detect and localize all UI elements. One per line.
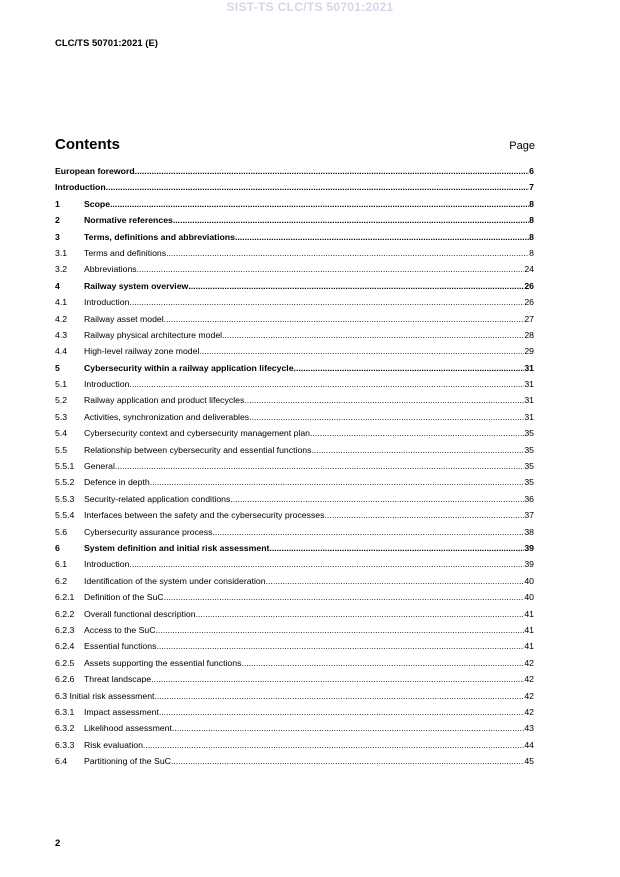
toc-entry-title: Identification of the system under consideration: [84, 575, 266, 586]
toc-entry-number: 6.2.4: [55, 641, 75, 652]
toc-entry-number: 5.2: [55, 395, 68, 406]
toc-leader-dots: [155, 625, 524, 635]
toc-entry[interactable]: [55, 691, 534, 707]
toc-entry-number: 3: [55, 231, 60, 242]
toc-leader-dots: [212, 527, 524, 537]
toc-entry-page: 42: [524, 674, 534, 685]
toc-entry-number: 5.5.4: [55, 510, 75, 521]
toc-entry-title: Overall functional description: [84, 608, 196, 619]
toc-entry-title: Likelihood assessment: [84, 723, 172, 734]
toc-entry-number: 5.5.3: [55, 493, 75, 504]
toc-entry-number: 4: [55, 280, 60, 291]
toc-entry[interactable]: [55, 314, 534, 330]
toc-entry-number: 5.3: [55, 411, 68, 422]
toc-entry[interactable]: [55, 199, 534, 215]
toc-leader-dots: [154, 691, 524, 701]
toc-leader-dots: [156, 641, 524, 651]
toc-entry-page: 35: [524, 477, 534, 488]
toc-leader-dots: [159, 707, 524, 717]
toc-entry[interactable]: [55, 379, 534, 395]
toc-entry-page: 35: [524, 444, 534, 455]
toc-entry-number: 5.4: [55, 428, 68, 439]
toc-entry[interactable]: [55, 264, 534, 280]
toc-entry-page: 41: [524, 624, 534, 635]
toc-entry-page: 42: [524, 657, 534, 668]
toc-leader-dots: [166, 248, 529, 258]
toc-entry[interactable]: [55, 395, 534, 411]
toc-entry-title: Definition of the SuC: [84, 592, 164, 603]
toc-entry-page: 28: [524, 329, 534, 340]
toc-entry-number: 6.4: [55, 756, 68, 767]
toc-entry-page: 41: [524, 608, 534, 619]
toc-entry-title: System definition and initial risk assessment: [84, 542, 270, 553]
toc-leader-dots: [235, 232, 529, 242]
toc-entry[interactable]: [55, 543, 534, 559]
toc-entry-number: 6.3.3: [55, 739, 75, 750]
toc-entry-title: Activities, synchronization and deliverables: [84, 411, 250, 422]
toc-leader-dots: [115, 461, 524, 471]
toc-entry-title: European foreword: [55, 166, 135, 176]
toc-entry[interactable]: [55, 609, 534, 625]
toc-entry-page: 8: [529, 198, 534, 209]
toc-leader-dots: [241, 658, 524, 668]
toc-entry[interactable]: [55, 461, 534, 477]
toc-entry-number: 5: [55, 362, 60, 373]
toc-entry-title: Risk evaluation: [84, 739, 143, 750]
toc-entry-title: Defence in depth: [84, 477, 150, 488]
toc-entry[interactable]: [55, 428, 534, 444]
toc-entry[interactable]: [55, 248, 534, 264]
toc-entry-page: 6: [529, 166, 534, 176]
toc-entry-page: 39: [524, 542, 534, 553]
toc-entry-number: 3.2: [55, 264, 68, 275]
toc-entry-page: 45: [524, 756, 534, 767]
toc-entry-page: 31: [524, 411, 534, 422]
toc-entry[interactable]: [55, 182, 534, 198]
toc-leader-dots: [164, 314, 525, 324]
toc-entry-page: 7: [529, 182, 534, 193]
toc-entry[interactable]: [55, 166, 534, 182]
toc-entry-title: Railway physical architecture model: [84, 329, 223, 340]
toc-leader-dots: [196, 609, 525, 619]
toc-entry-number: 6.1: [55, 559, 68, 570]
toc-entry-number: 5.5: [55, 444, 68, 455]
toc-entry-number: 1: [55, 198, 60, 209]
toc-entry-title: Terms, definitions and abbreviations: [84, 231, 235, 242]
toc-entry-number: 4.4: [55, 346, 68, 357]
toc-entry-page: 8: [529, 231, 534, 242]
toc-entry-number: 5.5.2: [55, 477, 75, 488]
toc-entry-title: Introduction: [84, 379, 130, 390]
toc-entry-title: Interfaces between the safety and the cybersecurity processes: [84, 510, 325, 521]
contents-header: [55, 136, 535, 153]
toc-leader-dots: [249, 412, 524, 422]
toc-entry-title: Abbreviations: [84, 264, 137, 275]
toc-leader-dots: [294, 363, 525, 373]
toc-entry-title: Scope: [84, 198, 111, 209]
toc-leader-dots: [164, 592, 525, 602]
toc-leader-dots: [310, 428, 524, 438]
toc-entry-page: 36: [524, 493, 534, 504]
toc-entry[interactable]: [55, 477, 534, 493]
toc-entry-page: 35: [524, 461, 534, 472]
toc-entry-title: Railway application and product lifecycles: [84, 395, 245, 406]
toc-entry-number: 4.3: [55, 329, 68, 340]
toc-entry[interactable]: [55, 559, 534, 575]
toc-entry-title: Partitioning of the SuC: [84, 756, 171, 767]
toc-entry-page: 26: [524, 297, 534, 308]
toc-leader-dots: [171, 756, 524, 766]
toc-entry[interactable]: [55, 740, 534, 756]
toc-entry[interactable]: [55, 658, 534, 674]
toc-leader-dots: [106, 182, 529, 192]
toc-entry[interactable]: [55, 412, 534, 428]
toc-leader-dots: [199, 346, 524, 356]
toc-entry-page: 42: [524, 690, 534, 701]
toc-entry-number: 5.1: [55, 379, 68, 390]
toc-leader-dots: [129, 559, 524, 569]
toc-leader-dots: [266, 576, 525, 586]
toc-entry[interactable]: [55, 756, 534, 772]
toc-entry-title: Normative references: [84, 215, 173, 226]
toc-entry-number: 6.3.2: [55, 723, 75, 734]
toc-entry[interactable]: [55, 494, 534, 510]
toc-entry-page: 31: [524, 379, 534, 390]
toc-entry[interactable]: [55, 215, 534, 231]
toc-entry[interactable]: [55, 445, 534, 461]
toc-leader-dots: [244, 395, 524, 405]
toc-leader-dots: [324, 510, 524, 520]
toc-entry[interactable]: [55, 281, 534, 297]
toc-entry[interactable]: [55, 297, 534, 313]
toc-entry-page: 37: [524, 510, 534, 521]
toc-entry-number: 6.3: [55, 690, 68, 701]
toc-entry-number: 6.2.2: [55, 608, 75, 619]
toc-leader-dots: [129, 379, 524, 389]
toc-leader-dots: [222, 330, 524, 340]
toc-entry-page: 40: [524, 575, 534, 586]
toc-entry-number: 4.2: [55, 313, 68, 324]
toc-entry-title: Introduction: [84, 297, 130, 308]
toc-entry-title: Impact assessment: [84, 706, 159, 717]
toc-entry-title: High-level railway zone model: [84, 346, 200, 357]
contents-title: Contents: [55, 136, 120, 153]
toc-entry-number: 6.2: [55, 575, 68, 586]
toc-entry-number: 2: [55, 215, 60, 226]
toc-entry-title: General: [84, 461, 115, 472]
toc-entry[interactable]: [55, 674, 534, 690]
toc-entry-page: 42: [524, 706, 534, 717]
toc-entry-number: 3.1: [55, 247, 68, 258]
toc-leader-dots: [188, 281, 524, 291]
toc-entry-number: 6.2.5: [55, 657, 75, 668]
toc-entry-title: Cybersecurity within a railway application lifecycle: [84, 362, 294, 373]
toc-leader-dots: [143, 740, 524, 750]
toc-entry[interactable]: [55, 707, 534, 723]
toc-entry[interactable]: [55, 641, 534, 657]
toc-entry[interactable]: [55, 576, 534, 592]
toc-entry[interactable]: [55, 625, 534, 641]
toc-entry-title: Terms and definitions: [84, 247, 167, 258]
toc-entry-number: 4.1: [55, 297, 68, 308]
toc-entry-page: 29: [524, 346, 534, 357]
toc-leader-dots: [110, 199, 529, 209]
toc-entry-title: Essential functions: [84, 641, 157, 652]
toc-leader-dots: [137, 264, 525, 274]
toc-entry[interactable]: [55, 723, 534, 739]
toc-entry-number: 6.2.3: [55, 624, 75, 635]
toc-entry-number: 6.3.1: [55, 706, 75, 717]
toc-entry-title: Access to the SuC: [84, 624, 156, 635]
toc-leader-dots: [173, 215, 529, 225]
toc-entry-title: Security-related application conditions: [84, 493, 231, 504]
toc-entry[interactable]: [55, 330, 534, 346]
toc-entry-title: Cybersecurity context and cybersecurity management plan: [84, 428, 310, 439]
toc-entry-page: 40: [524, 592, 534, 603]
toc-leader-dots: [269, 543, 524, 553]
toc-leader-dots: [150, 477, 525, 487]
toc-leader-dots: [172, 723, 524, 733]
toc-entry-page: 41: [524, 641, 534, 652]
toc-entry-title: Introduction: [55, 182, 106, 193]
toc-entry-page: 31: [524, 362, 534, 373]
toc-leader-dots: [135, 166, 530, 176]
toc-entry-number: 6: [55, 542, 60, 553]
toc-entry-title: Railway system overview: [84, 280, 189, 291]
toc-entry[interactable]: [55, 592, 534, 608]
toc-entry-title: Assets supporting the essential functions: [84, 657, 242, 668]
toc-entry-inline: [55, 691, 154, 701]
toc-leader-dots: [311, 445, 524, 455]
toc-entry-page: 24: [524, 264, 534, 275]
toc-leader-dots: [230, 494, 524, 504]
toc-entry-page: 8: [529, 247, 534, 258]
watermark: SIST-TS CLC/TS 50701:2021: [226, 0, 394, 14]
page-column-label: Page: [509, 140, 535, 152]
toc-entry-page: 44: [524, 739, 534, 750]
toc-entry-title: Threat landscape: [84, 674, 152, 685]
document-id: CLC/TS 50701:2021 (E): [55, 38, 158, 49]
toc-entry-title: Initial risk assessment: [69, 690, 155, 701]
toc-entry[interactable]: [55, 363, 534, 379]
toc-entry-title: Cybersecurity assurance process: [84, 526, 213, 537]
toc-entry-number: 6.2.1: [55, 592, 75, 603]
toc-entry-page: 31: [524, 395, 534, 406]
toc-entry-title: Railway asset model: [84, 313, 164, 324]
toc-entry-title: Introduction: [84, 559, 130, 570]
page-number: 2: [55, 838, 61, 849]
toc-entry-number: 6.2.6: [55, 674, 75, 685]
toc-leader-dots: [151, 674, 524, 684]
toc-entry[interactable]: [55, 527, 534, 543]
toc-entry-page: 39: [524, 559, 534, 570]
toc-entry-page: 35: [524, 428, 534, 439]
toc-entry-page: 43: [524, 723, 534, 734]
toc-entry-page: 38: [524, 526, 534, 537]
toc-entry-number: 5.5.1: [55, 461, 75, 472]
toc-leader-dots: [129, 297, 524, 307]
toc-entry-page: 8: [529, 215, 534, 226]
table-of-contents: [55, 166, 534, 772]
toc-entry[interactable]: [55, 346, 534, 362]
toc-entry-number: 5.6: [55, 526, 68, 537]
toc-entry-title: Relationship between cybersecurity and essential functions: [84, 444, 312, 455]
toc-entry[interactable]: [55, 232, 534, 248]
toc-entry-page: 27: [524, 313, 534, 324]
toc-entry[interactable]: [55, 510, 534, 526]
toc-entry-page: 26: [524, 280, 534, 291]
